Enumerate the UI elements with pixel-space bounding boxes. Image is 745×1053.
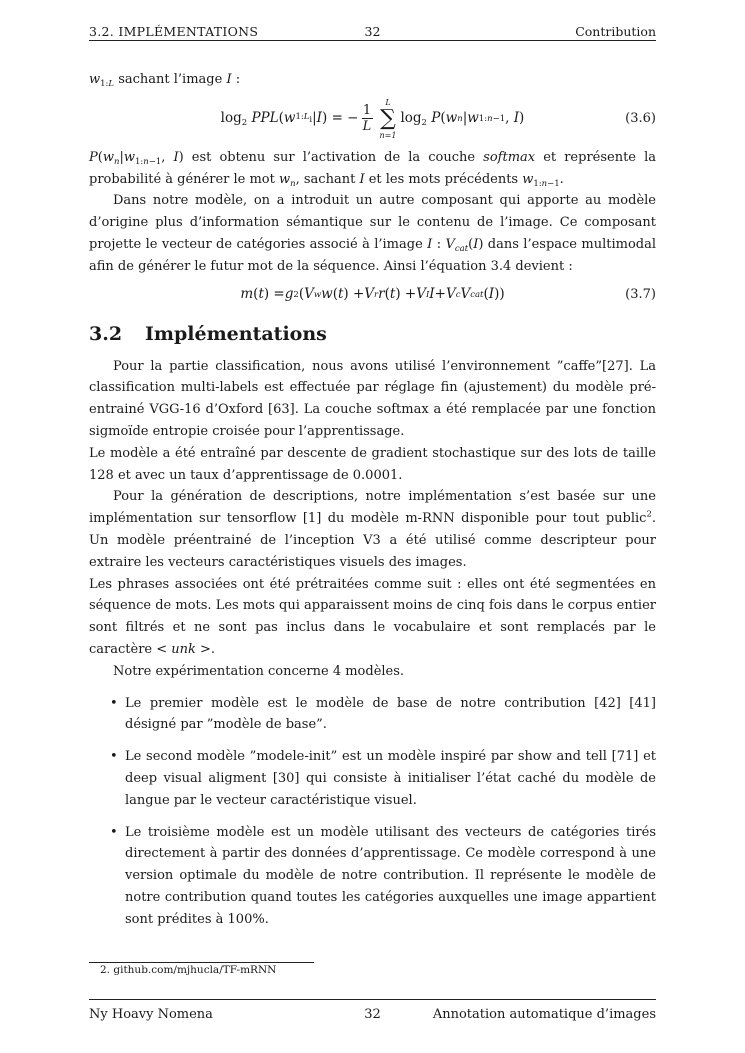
header-page-number: 32 (364, 24, 381, 39)
running-footer (89, 999, 656, 1022)
footer-author: Ny Hoavy Nomena (89, 1007, 213, 1022)
footer-title: Annotation automatique d’images (432, 1007, 656, 1022)
bullet-icon: • (110, 749, 118, 765)
footnote-text: github.com/mjhucla/TF-mRNN (113, 964, 277, 976)
running-header (89, 22, 656, 41)
model-list (89, 693, 656, 931)
footnote (100, 964, 276, 976)
paragraph-experiments: Notre expérimentation concerne 4 modèles. (113, 663, 405, 679)
equation-3-6-number: (3.6) (625, 110, 656, 126)
equation-3-7-number: (3.7) (625, 286, 656, 302)
footnote-divider (89, 962, 314, 963)
bullet-icon: • (110, 824, 118, 840)
main-content (89, 69, 656, 931)
fraction-1-over-L: $\frac{1}{L}$ (362, 103, 372, 135)
document-page (89, 0, 656, 1053)
paragraph-probability: $P(w_n|w_{1:n-1}$, I) est obtenu sur l’activation de la couche softmax et représente la probabilité à générer le mot $w_n$, sachant I et les mots précédents $w_{1:n-1}$. (89, 149, 656, 189)
equation-3-6 (89, 91, 656, 147)
equation-3-6-body: $\log_2$ PPL ( w $1:L_i$ | I ) = − $\frac{1}{L}$ L ∑ n=1 $\log_2$ P ( w n | w 1:n−1 , I ) (220, 97, 525, 140)
intro-line: $w_{1:L}$ sachant l’image I : (89, 72, 241, 89)
summation-symbol: L ∑ n=1 (379, 97, 397, 140)
header-section: 3.2. IMPLÉMENTATIONS (89, 24, 259, 39)
list-item: • Le second modèle ”modele-init” est un modèle inspiré par show and tell [71] et deep visual aligment [30] qui consiste à initialiser l’état caché du modèle de langue par le vecteur caractéristique visuel. (89, 746, 656, 811)
header-chapter: Contribution (575, 24, 656, 39)
section-number: 3.2 (89, 322, 123, 345)
paragraph-training: Le modèle a été entraîné par descente de gradient stochastique sur des lots de taille 128 et avec un taux d’apprentissage de 0.0001. (89, 445, 656, 483)
list-item: • Le troisième modèle est un modèle utilisant des vecteurs de catégories tirés directement à partir des données d’apprentissage. Ce modèle correspond à une version optimale du modèle de notre contribution. Il représente le modèle de notre contribution quand toutes les catégories auxquelles une image appartient sont prédites à 100%. (89, 822, 656, 931)
section-title: Implémentations (145, 322, 327, 345)
paragraph-model-component: Dans notre modèle, on a introduit un autre composant qui apporte au modèle d’origine plus d’information sémantique sur le contenu de l’image. Ce composant projette le vecteur de catégories associé à l’image I : $V_{cat}(I)$ dans l’espace multimodal afin de générer le futur mot de la séquence. Ainsi l’équation 3.4 devient : (89, 193, 656, 274)
list-item: • Le premier modèle est le modèle de base de notre contribution [42] [41] désigné par ”modèle de base”. (89, 693, 656, 737)
equation-3-7 (89, 278, 656, 312)
equation-3-7-body: m ( t ) = g 2 ( V w w ( t ) + V r r ( t ) + V I I + V c V cat ( I )) (240, 285, 505, 302)
paragraph-generation: Pour la génération de descriptions, notre implémentation s’est basée sur une implémentation sur tensorflow [1] du modèle m-RNN disponible pour tout public$^2$. Un modèle préentrainé de l’inception V3 a été utilisé comme descripteur pour extraire les vecteurs caractéristiques visuels des images. (89, 489, 656, 570)
bullet-icon: • (110, 695, 118, 711)
paragraph-preprocessing: Les phrases associées ont été prétraitées comme suit : elles ont été segmentées en séquence de mots. Les mots qui apparaissent moins de cinq fois dans le corpus entier sont filtrés et ne sont pas inclus dans le vocabulaire et sont remplacés par le caractère < unk >. (89, 576, 656, 657)
paragraph-classification: Pour la partie classification, nous avons utilisé l’environnement ”caffe”[27]. La classification multi-labels est effectuée par réglage fin (ajustement) du modèle pré-entrainé VGG-16 d’Oxford [63]. La couche softmax a été remplacée par une fonction sigmoïde entropie croisée pour l’apprentissage. (89, 358, 656, 439)
footnote-mark: 2. (100, 964, 111, 976)
footnote-reference: 2 (646, 509, 652, 520)
section-heading (89, 312, 656, 356)
footer-page-number: 32 (364, 1007, 381, 1022)
